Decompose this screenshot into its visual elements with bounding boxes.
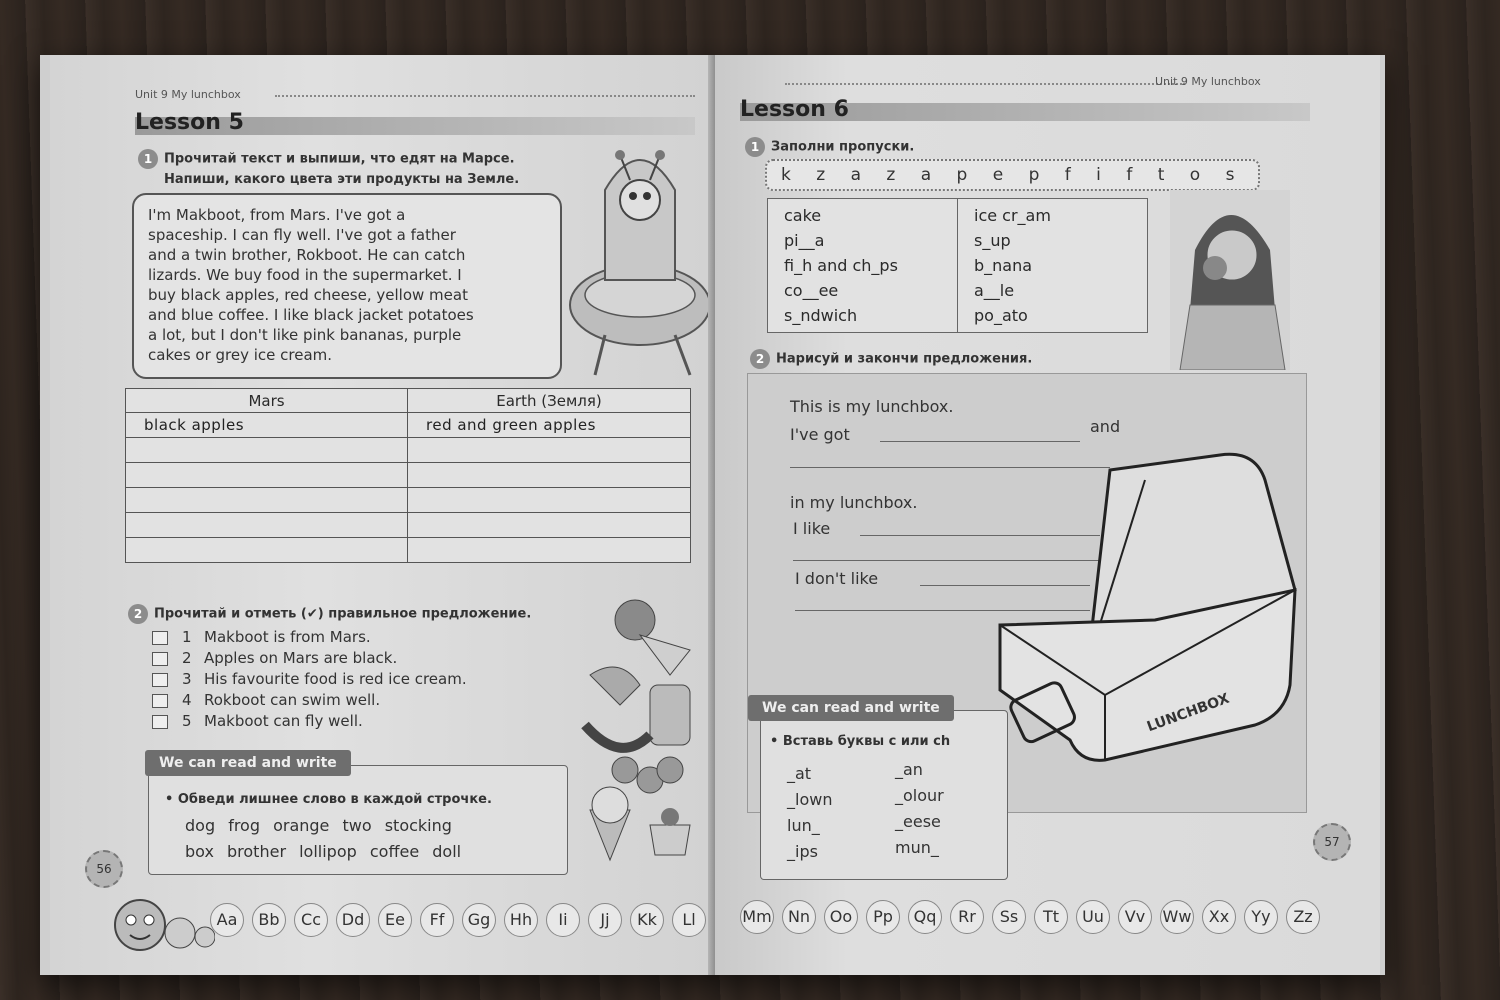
alphabet-letter: Cc	[294, 903, 328, 937]
sentence-i-dont-like: I don't like	[795, 569, 879, 588]
lesson-6-title: Lesson 6	[740, 97, 849, 122]
alphabet-letter: Zz	[1286, 900, 1320, 934]
alphabet-letter: Dd	[336, 903, 370, 937]
left-header: Unit 9 My lunchbox	[135, 88, 241, 101]
word-row-2[interactable]: box brother lollipop coffee doll	[185, 842, 462, 861]
gap-word[interactable]: a__le	[974, 281, 1015, 300]
checklist-item	[152, 690, 467, 711]
lesson-5-title: Lesson 5	[135, 110, 244, 135]
earth-cell[interactable]	[408, 538, 691, 563]
alphabet-letter: Yy	[1244, 900, 1278, 934]
letter-ch: ch	[933, 734, 951, 749]
column-header-earth: Earth (Земля)	[408, 389, 691, 413]
letter-c: c	[888, 734, 897, 749]
alphabet-letter: Qq	[908, 900, 942, 934]
story-line: lizards. We buy food in the supermarket. I	[148, 266, 462, 284]
sentence-this-is: This is my lunchbox.	[790, 397, 954, 416]
gap-word[interactable]: pi__a	[784, 231, 825, 250]
instruction-or: или	[896, 734, 934, 749]
mars-cell[interactable]	[126, 513, 408, 538]
item-text: Makboot can fly well.	[204, 712, 363, 730]
fill-gaps-column-1	[768, 199, 958, 333]
task1-instruction-line2: Напиши, какого цвета эти продукты на Земле.	[164, 171, 520, 187]
checkbox[interactable]	[152, 652, 168, 666]
lunchbox-label: LUNCHBOX	[1144, 690, 1232, 736]
story-line: cakes or grey ice cream.	[148, 346, 333, 364]
alphabet-letter: Ll	[672, 903, 706, 937]
insert-word[interactable]: _ips	[787, 842, 818, 861]
earth-cell[interactable]	[408, 513, 691, 538]
page-number-57: 57	[1313, 823, 1351, 861]
header-dotted-rule	[275, 95, 695, 97]
alphabet-strip-right	[740, 900, 1320, 934]
item-number: 4	[182, 691, 192, 709]
alphabet-letter: Hh	[504, 903, 538, 937]
page-number-56: 56	[85, 850, 123, 888]
earth-cell[interactable]	[408, 488, 691, 513]
read-write-banner-right: We can read and write	[748, 695, 954, 721]
item-text: Apples on Mars are black.	[204, 649, 398, 667]
story-line: I'm Makboot, from Mars. I've got a	[148, 206, 406, 224]
caterpillar-illustration	[105, 885, 215, 955]
alphabet-letter: Nn	[782, 900, 816, 934]
alphabet-letter: Xx	[1202, 900, 1236, 934]
left-page	[50, 55, 715, 975]
insert-word[interactable]: _eese	[895, 812, 941, 831]
insert-letters-column-1	[787, 761, 832, 865]
item-number: 2	[182, 649, 192, 667]
earth-cell[interactable]	[408, 438, 691, 463]
read-write-instruction-right	[770, 732, 950, 752]
gap-word[interactable]: s_ndwich	[784, 306, 858, 325]
r-task2-instruction-text: Нарисуй и закончи предложения.	[776, 351, 1033, 367]
r-task1-instruction-text: Заполни пропуски.	[771, 139, 915, 155]
story-line: spaceship. I can fly well. I've got a father	[148, 226, 456, 244]
header-dotted-rule	[785, 83, 1185, 85]
r-task1-instruction	[745, 137, 914, 158]
alphabet-letter: Ff	[420, 903, 454, 937]
gap-word[interactable]: ice cr_am	[974, 206, 1051, 225]
story-line: buy black apples, red cheese, yellow meat	[148, 286, 468, 304]
read-write-banner-left: We can read and write	[145, 750, 351, 776]
alphabet-letter: Kk	[630, 903, 664, 937]
item-text: Rokboot can swim well.	[204, 691, 381, 709]
checklist-item	[152, 711, 467, 732]
r-task2-instruction	[750, 349, 1032, 370]
gap-word[interactable]: s_up	[974, 231, 1011, 250]
checkbox[interactable]	[152, 631, 168, 645]
alphabet-letter: Aa	[210, 903, 244, 937]
word-row-1[interactable]: dog frog orange two stocking	[185, 816, 452, 835]
mars-cell[interactable]	[126, 488, 408, 513]
right-header: Unit 9 My lunchbox	[1155, 75, 1261, 88]
insert-word[interactable]: lun_	[787, 816, 820, 835]
task2-instruction-text: Прочитай и отметь (✔) правильное предложение.	[154, 606, 532, 622]
right-page	[715, 55, 1380, 975]
checklist-item	[152, 648, 467, 669]
task2-instruction	[128, 604, 531, 625]
earth-cell[interactable]	[408, 463, 691, 488]
alphabet-letter: Uu	[1076, 900, 1110, 934]
task-number-badge: 2	[128, 604, 148, 624]
fill-gaps-table	[767, 198, 1148, 333]
instruction-prefix: • Вставь буквы	[770, 734, 889, 749]
gap-word[interactable]: po_ato	[974, 306, 1028, 325]
read-write-instruction-left: • Обведи лишнее слово в каждой строчке.	[165, 792, 492, 807]
insert-word[interactable]: _at	[787, 764, 812, 783]
alien-spaceship-illustration	[565, 130, 715, 390]
alphabet-letter: Oo	[824, 900, 858, 934]
workbook-spread	[40, 55, 1385, 975]
alphabet-letter: Rr	[950, 900, 984, 934]
mars-cell[interactable]: black apples	[126, 413, 408, 438]
column-header-mars: Mars	[126, 389, 408, 413]
task1-instruction-line1: Прочитай текст и выпиши, что едят на Марсе.	[164, 151, 515, 167]
task-number-badge: 2	[750, 349, 770, 369]
alphabet-letter: Bb	[252, 903, 286, 937]
insert-word[interactable]: _an	[895, 760, 923, 779]
story-line: and blue coffee. I like black jacket potatoes	[148, 306, 474, 324]
item-text: His favourite food is red ice cream.	[204, 670, 467, 688]
task-number-badge: 1	[138, 149, 158, 169]
alphabet-letter: Tt	[1034, 900, 1068, 934]
alphabet-letter: Pp	[866, 900, 900, 934]
item-text: Makboot is from Mars.	[204, 628, 371, 646]
makboot-speech-bubble	[132, 193, 562, 379]
letter-bank: k z a z a p e p f i f t o s	[765, 159, 1260, 191]
alphabet-letter: Ii	[546, 903, 580, 937]
task1-instruction	[138, 149, 519, 190]
gap-word[interactable]: co__ee	[784, 281, 839, 300]
true-false-checklist	[152, 627, 467, 732]
task-number-badge: 1	[745, 137, 765, 157]
sentence-and: and	[1090, 417, 1121, 436]
checkbox[interactable]	[152, 715, 168, 729]
insert-word[interactable]: _olour	[895, 786, 944, 805]
checklist-item	[152, 627, 467, 648]
item-number: 5	[182, 712, 192, 730]
alphabet-strip-left	[210, 903, 706, 937]
alphabet-letter: Jj	[588, 903, 622, 937]
mars-cell[interactable]	[126, 538, 408, 563]
insert-word[interactable]: _lown	[787, 790, 833, 809]
story-line: and a twin brother, Rokboot. He can catch	[148, 246, 466, 264]
alphabet-letter: Ss	[992, 900, 1026, 934]
alphabet-letter: Ww	[1160, 900, 1194, 934]
earth-cell[interactable]: red and green apples	[408, 413, 691, 438]
item-number: 1	[182, 628, 192, 646]
alphabet-letter: Mm	[740, 900, 774, 934]
insert-word[interactable]: mun_	[895, 838, 939, 857]
fill-gaps-column-2	[958, 199, 1148, 333]
mars-cell[interactable]	[126, 463, 408, 488]
checkbox[interactable]	[152, 694, 168, 708]
sentence-i-like: I like	[793, 519, 831, 538]
gap-word[interactable]: b_nana	[974, 256, 1033, 275]
mars-earth-table	[125, 388, 691, 563]
alphabet-letter: Vv	[1118, 900, 1152, 934]
insert-letters-column-2	[895, 757, 944, 861]
item-number: 3	[182, 670, 192, 688]
food-illustration	[580, 595, 710, 895]
checklist-item	[152, 669, 467, 690]
alphabet-letter: Gg	[462, 903, 496, 937]
sentence-in-my-lunchbox: in my lunchbox.	[790, 493, 918, 512]
checkbox[interactable]	[152, 673, 168, 687]
mars-cell[interactable]	[126, 438, 408, 463]
gap-word[interactable]: fi_h and ch_ps	[784, 256, 898, 275]
girl-eating-photo	[1170, 190, 1290, 370]
alphabet-letter: Ee	[378, 903, 412, 937]
gap-word[interactable]: cake	[784, 206, 822, 225]
story-line: a lot, but I don't like pink bananas, purple	[148, 326, 462, 344]
sentence-ive-got: I've got	[790, 425, 850, 444]
